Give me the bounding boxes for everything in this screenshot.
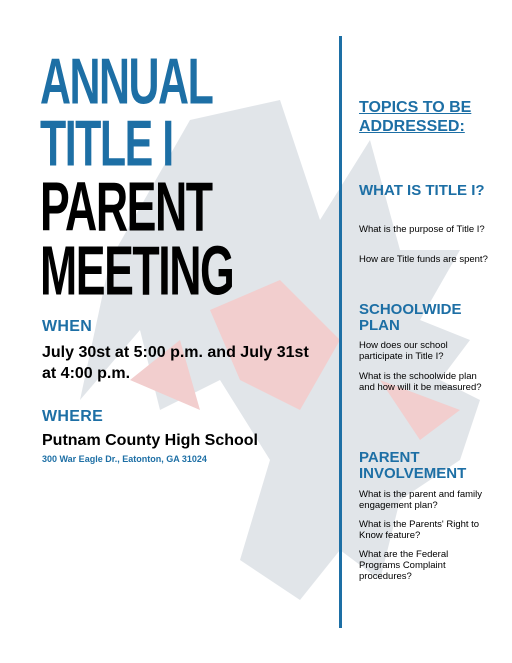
section-what-is-title-i-heading: WHAT IS TITLE I? <box>359 182 485 199</box>
topic-item: What is the schoolwide plan and how will it be measured? <box>359 371 482 393</box>
section-schoolwide-plan-heading: SCHOOLWIDE PLAN <box>359 301 462 334</box>
topic-item: What are the Federal Programs Complaint procedures? <box>359 549 449 582</box>
column-divider <box>339 36 342 628</box>
title-meeting: MEETING <box>40 233 234 311</box>
topic-item: How are Title funds are spent? <box>359 254 488 265</box>
topic-item: How does our school participate in Title I? <box>359 340 448 362</box>
where-school-name: Putnam County High School <box>42 432 258 449</box>
section-parent-involvement-heading: PARENT INVOLVEMENT <box>359 449 467 482</box>
when-text: July 30st at 5:00 p.m. and July 31st at 4:00 p.m. <box>42 344 309 382</box>
where-label: WHERE <box>42 408 104 425</box>
when-label: WHEN <box>42 318 93 335</box>
topic-item: What is the parent and family engagement plan? <box>359 489 483 511</box>
where-address: 300 War Eagle Dr., Eatonton, GA 31024 <box>42 454 207 464</box>
title-title-i: TITLE I <box>40 107 173 180</box>
topics-heading: TOPICS TO BE ADDRESSED: <box>359 99 472 135</box>
title-annual: ANNUAL <box>40 45 213 118</box>
topic-item: What is the Parents' Right to Know feature? <box>359 519 480 541</box>
topic-item: What is the purpose of Title I? <box>359 224 485 235</box>
title-parent: PARENT <box>40 169 212 247</box>
